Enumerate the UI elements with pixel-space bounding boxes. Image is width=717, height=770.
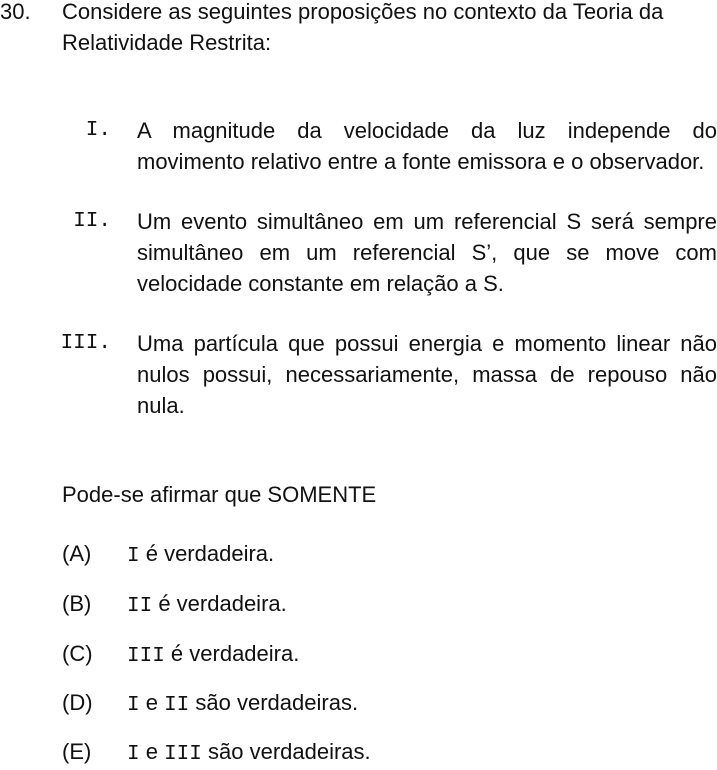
option-body bbox=[127, 638, 299, 672]
proposition-numeral: III. bbox=[60, 332, 111, 355]
proposition-numeral: II. bbox=[73, 210, 111, 233]
option-letter: (C) bbox=[62, 641, 93, 666]
option-a[interactable] bbox=[62, 538, 712, 569]
option-numeral: I bbox=[127, 545, 140, 568]
option-text: é verdadeira. bbox=[152, 591, 287, 616]
option-numeral: II bbox=[127, 595, 153, 618]
option-body bbox=[127, 538, 274, 572]
option-numeral: I bbox=[127, 694, 140, 717]
option-body bbox=[127, 736, 371, 770]
option-text: são verdadeiras. bbox=[189, 690, 359, 715]
option-letter: (A) bbox=[62, 541, 92, 566]
option-text: são verdadeiras. bbox=[201, 739, 371, 764]
option-letter: (B) bbox=[62, 591, 92, 616]
option-joiner: e bbox=[139, 690, 165, 715]
option-numeral: I bbox=[127, 743, 140, 766]
question-number: 30. bbox=[0, 0, 31, 24]
option-text: é verdadeira. bbox=[164, 641, 300, 666]
option-d[interactable] bbox=[62, 687, 712, 718]
option-e[interactable] bbox=[62, 736, 712, 767]
proposition-text: Um evento simultâneo em um referencial S será sempre simultâneo em um referencial S’, que se move com velocidade constante em relação a S. bbox=[137, 209, 717, 296]
option-numeral: II bbox=[164, 694, 190, 717]
proposition-text: Uma partícula que possui energia e momento linear não nulos possui, necessariamente, massa de repouso não nula. bbox=[137, 331, 717, 418]
question-stem: Considere as seguintes proposições no contexto da Teoria da Relatividade Restrita: bbox=[62, 0, 664, 55]
option-text: é verdadeira. bbox=[139, 541, 275, 566]
proposition-numeral: I. bbox=[85, 119, 111, 142]
option-letter: (D) bbox=[62, 690, 93, 715]
option-numeral: III bbox=[127, 645, 165, 668]
option-b[interactable] bbox=[62, 588, 712, 619]
proposition-text: A magnitude da velocidade da luz independe do movimento relativo entre a fonte emissora e o observador. bbox=[137, 118, 717, 174]
lead-in-text: Pode-se afirmar que SOMENTE bbox=[62, 482, 377, 507]
option-joiner: e bbox=[139, 739, 165, 764]
option-body bbox=[127, 687, 358, 721]
option-body bbox=[127, 588, 287, 622]
option-numeral: III bbox=[164, 743, 202, 766]
option-c[interactable] bbox=[62, 638, 712, 669]
option-letter: (E) bbox=[62, 739, 92, 764]
